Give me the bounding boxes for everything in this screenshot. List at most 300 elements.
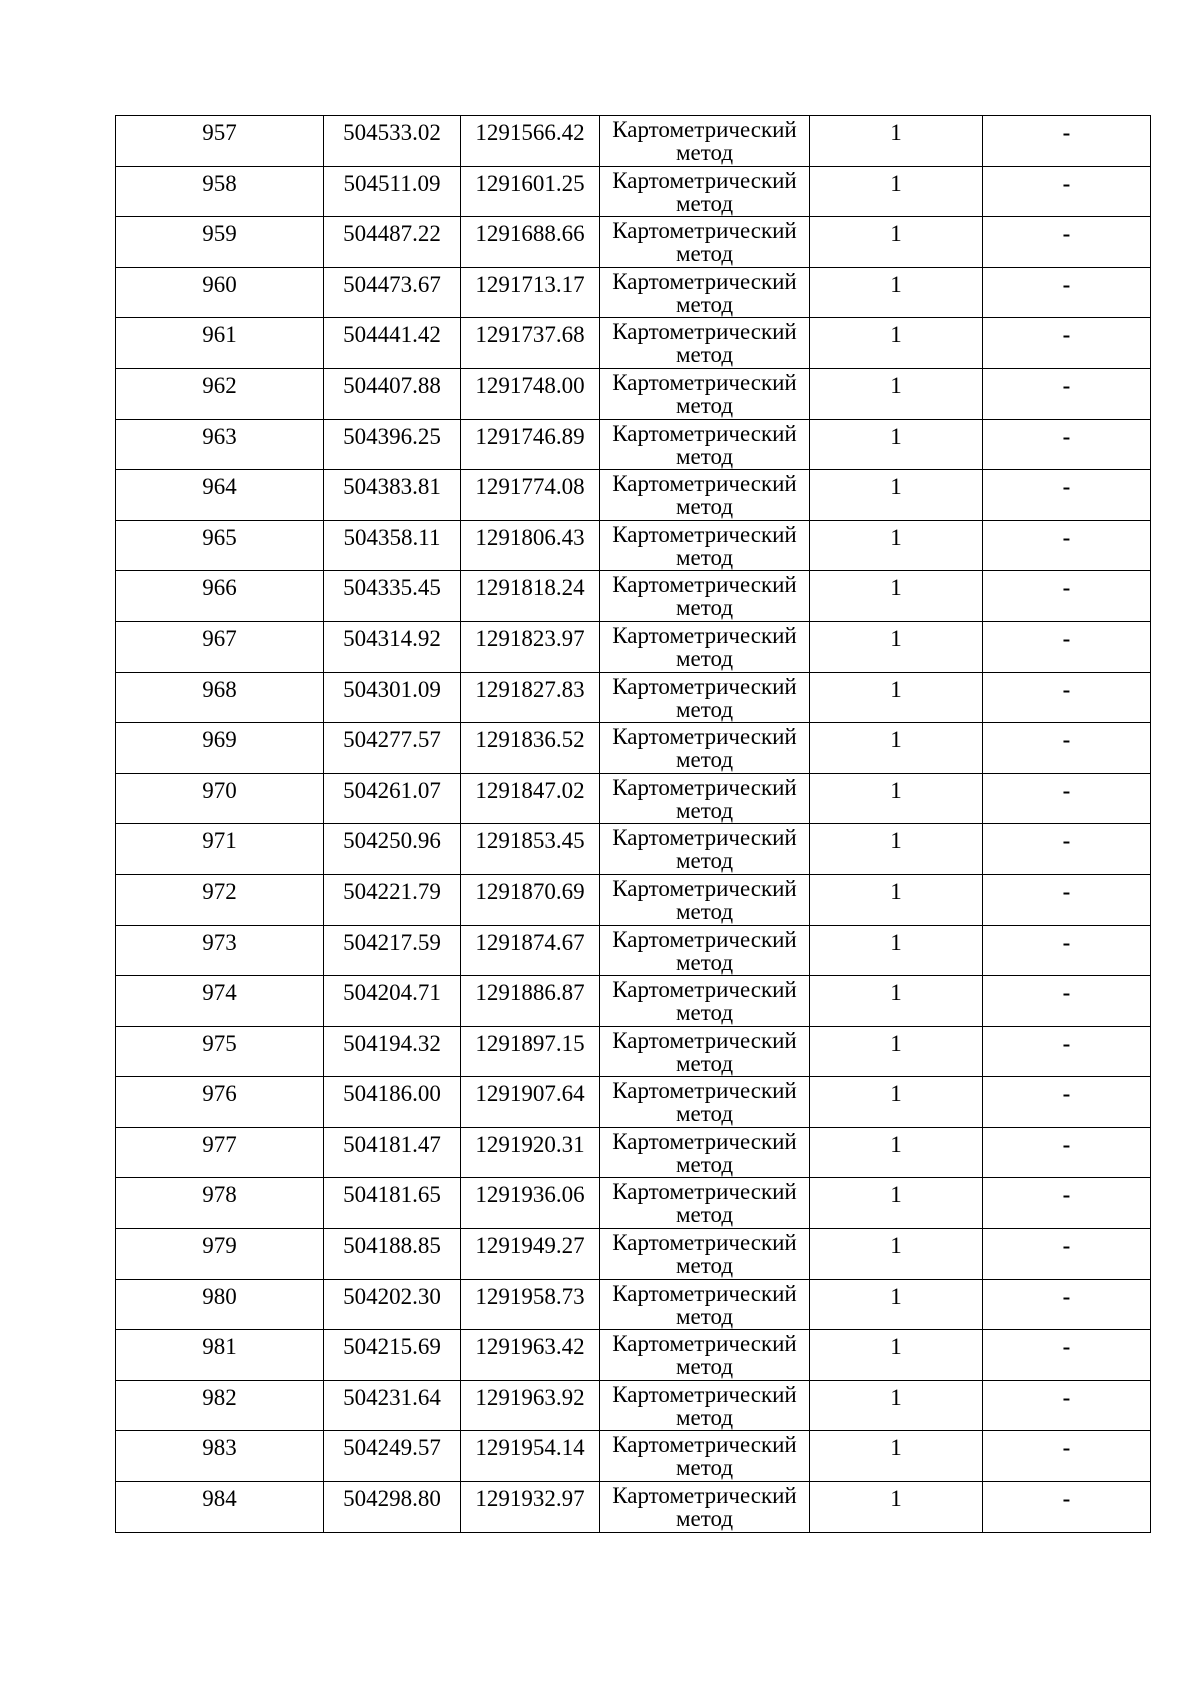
point-number-text: 967	[202, 625, 237, 651]
note-text: -	[1062, 1131, 1071, 1157]
method-text	[600, 824, 809, 872]
x-coordinate-text: 504335.45	[343, 575, 441, 601]
point-number-cell	[116, 470, 324, 521]
x-coordinate-cell	[324, 1077, 461, 1128]
y-coordinate-text: 1291907.64	[475, 1081, 585, 1107]
point-number-cell	[116, 773, 324, 824]
x-coordinate-text: 504407.88	[343, 372, 441, 398]
method-line-2: метод	[675, 898, 734, 924]
point-number-text: 959	[202, 221, 237, 247]
note-cell	[983, 470, 1151, 521]
y-coordinate-cell	[461, 976, 600, 1027]
x-coordinate-cell	[324, 1178, 461, 1229]
method-line-2: метод	[675, 797, 734, 823]
method-text	[600, 116, 809, 164]
x-coordinate-text: 504511.09	[343, 170, 441, 196]
point-number-cell	[116, 925, 324, 976]
method-cell	[600, 1178, 810, 1229]
method-text	[600, 1128, 809, 1176]
method-text	[600, 420, 809, 468]
note-text: -	[1062, 727, 1071, 753]
note-text: -	[1062, 980, 1071, 1006]
y-coordinate-cell	[461, 116, 600, 167]
table-row	[116, 824, 1151, 875]
accuracy-cell	[810, 1229, 983, 1280]
table-row	[116, 1178, 1151, 1229]
method-cell	[600, 1026, 810, 1077]
method-cell	[600, 1330, 810, 1381]
point-number-cell	[116, 874, 324, 925]
accuracy-text: 1	[890, 625, 902, 651]
method-cell	[600, 773, 810, 824]
accuracy-text: 1	[890, 727, 902, 753]
method-line-2: метод	[675, 544, 734, 570]
point-number-text: 982	[202, 1384, 237, 1410]
note-text: -	[1062, 271, 1071, 297]
method-cell	[600, 520, 810, 571]
method-line-2: метод	[675, 1202, 734, 1228]
method-text	[600, 622, 809, 670]
table-row	[116, 217, 1151, 268]
method-line-2: метод	[675, 1000, 734, 1026]
y-coordinate-text: 1291827.83	[475, 676, 585, 702]
y-coordinate-text: 1291954.14	[475, 1435, 585, 1461]
table-row	[116, 1431, 1151, 1482]
accuracy-cell	[810, 925, 983, 976]
method-line-2: метод	[675, 949, 734, 975]
method-cell	[600, 1077, 810, 1128]
accuracy-cell	[810, 824, 983, 875]
y-coordinate-text: 1291847.02	[475, 777, 585, 803]
note-cell	[983, 1330, 1151, 1381]
method-line-1: Картометрический	[612, 1331, 797, 1357]
y-coordinate-text: 1291897.15	[475, 1030, 585, 1056]
method-cell	[600, 116, 810, 167]
note-text: -	[1062, 474, 1071, 500]
note-text: -	[1062, 423, 1071, 449]
accuracy-text: 1	[890, 1030, 902, 1056]
x-coordinate-text: 504181.47	[343, 1131, 441, 1157]
table-row	[116, 368, 1151, 419]
accuracy-text: 1	[890, 1486, 902, 1512]
point-number-cell	[116, 1380, 324, 1431]
table-row	[116, 571, 1151, 622]
y-coordinate-cell	[461, 824, 600, 875]
y-coordinate-cell	[461, 1279, 600, 1330]
y-coordinate-text: 1291886.87	[475, 980, 585, 1006]
point-number-cell	[116, 520, 324, 571]
table-row	[116, 470, 1151, 521]
table-row	[116, 1026, 1151, 1077]
method-text	[600, 1431, 809, 1479]
y-coordinate-text: 1291774.08	[475, 474, 585, 500]
y-coordinate-cell	[461, 419, 600, 470]
point-number-cell	[116, 1178, 324, 1229]
method-line-1: Картометрический	[612, 1483, 797, 1509]
y-coordinate-cell	[461, 1077, 600, 1128]
point-number-text: 960	[202, 271, 237, 297]
x-coordinate-text: 504250.96	[343, 828, 441, 854]
method-line-1: Картометрический	[612, 319, 797, 345]
y-coordinate-cell	[461, 1330, 600, 1381]
accuracy-cell	[810, 116, 983, 167]
method-cell	[600, 925, 810, 976]
accuracy-cell	[810, 318, 983, 369]
y-coordinate-text: 1291806.43	[475, 524, 585, 550]
accuracy-cell	[810, 1279, 983, 1330]
note-text: -	[1062, 170, 1071, 196]
note-text: -	[1062, 120, 1071, 145]
point-number-text: 970	[202, 777, 237, 803]
y-coordinate-cell	[461, 1380, 600, 1431]
y-coordinate-text: 1291713.17	[475, 271, 585, 297]
accuracy-text: 1	[890, 1283, 902, 1309]
method-line-1: Картометрический	[612, 521, 797, 547]
y-coordinate-cell	[461, 1026, 600, 1077]
accuracy-text: 1	[890, 1081, 902, 1107]
accuracy-cell	[810, 1380, 983, 1431]
point-number-text: 981	[202, 1334, 237, 1360]
coordinates-table	[115, 115, 1151, 1533]
method-cell	[600, 267, 810, 318]
note-text: -	[1062, 322, 1071, 348]
table-row	[116, 874, 1151, 925]
note-text: -	[1062, 221, 1071, 247]
accuracy-text: 1	[890, 271, 902, 297]
accuracy-cell	[810, 267, 983, 318]
point-number-text: 977	[202, 1131, 237, 1157]
point-number-cell	[116, 419, 324, 470]
y-coordinate-cell	[461, 267, 600, 318]
y-coordinate-cell	[461, 470, 600, 521]
x-coordinate-text: 504383.81	[343, 474, 441, 500]
accuracy-cell	[810, 1330, 983, 1381]
x-coordinate-cell	[324, 116, 461, 167]
method-cell	[600, 166, 810, 217]
y-coordinate-text: 1291874.67	[475, 929, 585, 955]
accuracy-cell	[810, 1431, 983, 1482]
method-line-2: метод	[675, 1455, 734, 1481]
method-text	[600, 470, 809, 518]
x-coordinate-text: 504181.65	[343, 1182, 441, 1208]
method-line-2: метод	[675, 747, 734, 773]
method-line-2: метод	[675, 443, 734, 469]
x-coordinate-cell	[324, 419, 461, 470]
method-line-2: метод	[675, 392, 734, 418]
method-line-1: Картометрический	[612, 875, 797, 901]
table-row	[116, 1229, 1151, 1280]
note-cell	[983, 1431, 1151, 1482]
note-text: -	[1062, 524, 1071, 550]
point-number-cell	[116, 1431, 324, 1482]
method-cell	[600, 318, 810, 369]
method-line-1: Картометрический	[612, 1078, 797, 1104]
x-coordinate-cell	[324, 470, 461, 521]
method-line-2: метод	[675, 140, 734, 165]
accuracy-text: 1	[890, 170, 902, 196]
coordinates-table-body	[116, 116, 1151, 1533]
table-row	[116, 1482, 1151, 1533]
point-number-cell	[116, 824, 324, 875]
table-row	[116, 773, 1151, 824]
y-coordinate-text: 1291963.42	[475, 1334, 585, 1360]
x-coordinate-text: 504194.32	[343, 1030, 441, 1056]
x-coordinate-text: 504204.71	[343, 980, 441, 1006]
point-number-cell	[116, 1279, 324, 1330]
note-text: -	[1062, 1182, 1071, 1208]
table-row	[116, 976, 1151, 1027]
note-cell	[983, 1127, 1151, 1178]
point-number-cell	[116, 672, 324, 723]
y-coordinate-cell	[461, 1431, 600, 1482]
point-number-cell	[116, 217, 324, 268]
method-line-1: Картометрический	[612, 167, 797, 193]
accuracy-cell	[810, 621, 983, 672]
note-cell	[983, 166, 1151, 217]
note-cell	[983, 1229, 1151, 1280]
point-number-text: 962	[202, 372, 237, 398]
point-number-cell	[116, 166, 324, 217]
accuracy-cell	[810, 976, 983, 1027]
point-number-cell	[116, 1026, 324, 1077]
point-number-cell	[116, 1330, 324, 1381]
note-text: -	[1062, 878, 1071, 904]
note-cell	[983, 368, 1151, 419]
table-row	[116, 116, 1151, 167]
x-coordinate-text: 504186.00	[343, 1081, 441, 1107]
table-row	[116, 621, 1151, 672]
method-cell	[600, 1380, 810, 1431]
y-coordinate-text: 1291823.97	[475, 625, 585, 651]
note-cell	[983, 217, 1151, 268]
note-cell	[983, 773, 1151, 824]
note-text: -	[1062, 1233, 1071, 1259]
point-number-text: 975	[202, 1030, 237, 1056]
x-coordinate-cell	[324, 1330, 461, 1381]
note-cell	[983, 621, 1151, 672]
method-cell	[600, 1279, 810, 1330]
note-cell	[983, 672, 1151, 723]
accuracy-cell	[810, 1127, 983, 1178]
point-number-text: 983	[202, 1435, 237, 1461]
method-cell	[600, 217, 810, 268]
x-coordinate-cell	[324, 1431, 461, 1482]
accuracy-text: 1	[890, 372, 902, 398]
accuracy-text: 1	[890, 322, 902, 348]
note-cell	[983, 1026, 1151, 1077]
y-coordinate-cell	[461, 925, 600, 976]
note-cell	[983, 419, 1151, 470]
accuracy-cell	[810, 1026, 983, 1077]
accuracy-text: 1	[890, 221, 902, 247]
y-coordinate-cell	[461, 571, 600, 622]
point-number-text: 978	[202, 1182, 237, 1208]
y-coordinate-text: 1291870.69	[475, 878, 585, 904]
x-coordinate-text: 504301.09	[343, 676, 441, 702]
note-text: -	[1062, 1283, 1071, 1309]
y-coordinate-text: 1291932.97	[475, 1486, 585, 1512]
x-coordinate-text: 504298.80	[343, 1486, 441, 1512]
method-cell	[600, 419, 810, 470]
point-number-cell	[116, 116, 324, 167]
point-number-cell	[116, 976, 324, 1027]
x-coordinate-cell	[324, 1229, 461, 1280]
x-coordinate-text: 504277.57	[343, 727, 441, 753]
table-row	[116, 1077, 1151, 1128]
point-number-text: 957	[202, 120, 237, 145]
point-number-text: 958	[202, 170, 237, 196]
x-coordinate-cell	[324, 1279, 461, 1330]
y-coordinate-text: 1291748.00	[475, 372, 585, 398]
method-line-2: метод	[675, 342, 734, 368]
x-coordinate-cell	[324, 824, 461, 875]
x-coordinate-cell	[324, 672, 461, 723]
method-text	[600, 167, 809, 215]
y-coordinate-cell	[461, 368, 600, 419]
method-line-1: Картометрический	[612, 1128, 797, 1154]
method-text	[600, 976, 809, 1024]
point-number-text: 980	[202, 1283, 237, 1309]
method-cell	[600, 470, 810, 521]
x-coordinate-text: 504473.67	[343, 271, 441, 297]
y-coordinate-cell	[461, 520, 600, 571]
note-cell	[983, 116, 1151, 167]
point-number-text: 976	[202, 1081, 237, 1107]
y-coordinate-cell	[461, 1482, 600, 1533]
method-text	[600, 1482, 809, 1530]
x-coordinate-cell	[324, 1380, 461, 1431]
method-cell	[600, 976, 810, 1027]
x-coordinate-text: 504188.85	[343, 1233, 441, 1259]
table-row	[116, 419, 1151, 470]
method-text	[600, 521, 809, 569]
method-cell	[600, 874, 810, 925]
accuracy-cell	[810, 1178, 983, 1229]
method-cell	[600, 621, 810, 672]
x-coordinate-cell	[324, 1026, 461, 1077]
point-number-cell	[116, 1077, 324, 1128]
method-line-1: Картометрический	[612, 724, 797, 750]
note-cell	[983, 723, 1151, 774]
x-coordinate-cell	[324, 773, 461, 824]
method-text	[600, 1178, 809, 1226]
accuracy-cell	[810, 470, 983, 521]
x-coordinate-cell	[324, 976, 461, 1027]
y-coordinate-text: 1291963.92	[475, 1384, 585, 1410]
x-coordinate-cell	[324, 368, 461, 419]
point-number-cell	[116, 621, 324, 672]
y-coordinate-cell	[461, 217, 600, 268]
note-text: -	[1062, 929, 1071, 955]
accuracy-text: 1	[890, 980, 902, 1006]
accuracy-text: 1	[890, 1384, 902, 1410]
x-coordinate-text: 504231.64	[343, 1384, 441, 1410]
y-coordinate-text: 1291936.06	[475, 1182, 585, 1208]
method-line-1: Картометрический	[612, 1381, 797, 1407]
method-cell	[600, 824, 810, 875]
method-line-1: Картометрический	[612, 218, 797, 244]
x-coordinate-text: 504249.57	[343, 1435, 441, 1461]
x-coordinate-text: 504217.59	[343, 929, 441, 955]
x-coordinate-text: 504261.07	[343, 777, 441, 803]
point-number-text: 966	[202, 575, 237, 601]
method-text	[600, 926, 809, 974]
table-row	[116, 1279, 1151, 1330]
point-number-text: 979	[202, 1233, 237, 1259]
accuracy-text: 1	[890, 1131, 902, 1157]
note-cell	[983, 520, 1151, 571]
y-coordinate-cell	[461, 166, 600, 217]
note-text: -	[1062, 1081, 1071, 1107]
table-row	[116, 520, 1151, 571]
point-number-text: 963	[202, 423, 237, 449]
method-line-1: Картометрический	[612, 471, 797, 497]
method-line-1: Картометрический	[612, 369, 797, 395]
x-coordinate-cell	[324, 166, 461, 217]
method-line-2: метод	[675, 645, 734, 671]
note-text: -	[1062, 777, 1071, 803]
y-coordinate-text: 1291601.25	[475, 170, 585, 196]
point-number-text: 984	[202, 1486, 237, 1512]
note-cell	[983, 925, 1151, 976]
accuracy-text: 1	[890, 929, 902, 955]
x-coordinate-text: 504221.79	[343, 878, 441, 904]
method-line-2: метод	[675, 1050, 734, 1076]
table-row	[116, 1127, 1151, 1178]
note-cell	[983, 571, 1151, 622]
method-text	[600, 1280, 809, 1328]
method-line-1: Картометрический	[612, 1179, 797, 1205]
method-text	[600, 774, 809, 822]
x-coordinate-cell	[324, 318, 461, 369]
x-coordinate-text: 504358.11	[343, 524, 441, 550]
x-coordinate-cell	[324, 520, 461, 571]
x-coordinate-cell	[324, 874, 461, 925]
x-coordinate-cell	[324, 1127, 461, 1178]
x-coordinate-text: 504533.02	[343, 120, 441, 145]
point-number-cell	[116, 723, 324, 774]
point-number-cell	[116, 1482, 324, 1533]
method-line-2: метод	[675, 848, 734, 874]
accuracy-text: 1	[890, 828, 902, 854]
method-cell	[600, 571, 810, 622]
table-row	[116, 1380, 1151, 1431]
method-line-2: метод	[675, 291, 734, 317]
accuracy-text: 1	[890, 575, 902, 601]
note-cell	[983, 1077, 1151, 1128]
x-coordinate-cell	[324, 925, 461, 976]
accuracy-text: 1	[890, 1182, 902, 1208]
note-cell	[983, 1178, 1151, 1229]
note-text: -	[1062, 1334, 1071, 1360]
x-coordinate-text: 504215.69	[343, 1334, 441, 1360]
method-line-2: метод	[675, 1404, 734, 1430]
method-text	[600, 318, 809, 366]
note-text: -	[1062, 828, 1071, 854]
method-line-1: Картометрический	[612, 1432, 797, 1458]
y-coordinate-text: 1291746.89	[475, 423, 585, 449]
y-coordinate-text: 1291566.42	[475, 120, 585, 145]
note-text: -	[1062, 1030, 1071, 1056]
accuracy-cell	[810, 571, 983, 622]
table-row	[116, 925, 1151, 976]
method-text	[600, 673, 809, 721]
y-coordinate-cell	[461, 1229, 600, 1280]
method-cell	[600, 368, 810, 419]
point-number-cell	[116, 267, 324, 318]
table-row	[116, 267, 1151, 318]
method-text	[600, 875, 809, 923]
